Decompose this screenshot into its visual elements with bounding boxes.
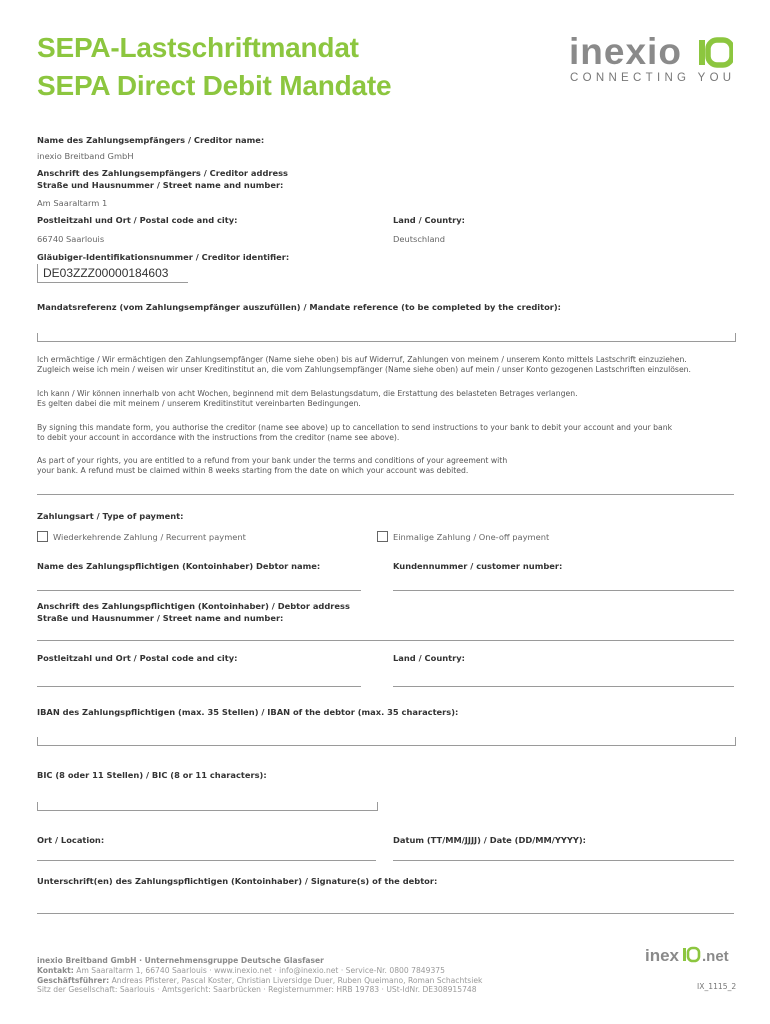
signature-label: Unterschrift(en) des Zahlungspflichtigen (Kontoinhaber) / Signature(s) of the debtor:	[37, 876, 438, 886]
recurrent-payment-checkbox[interactable]	[37, 531, 48, 542]
iban-label: IBAN des Zahlungspflichtigen (max. 35 Stellen) / IBAN of the debtor (max. 35 characters):	[37, 707, 459, 717]
location-input[interactable]	[37, 860, 376, 861]
paragraph-line: By signing this mandate form, you authorise the creditor (name see above) up to cancellation to send instructions to your bank to debit your account and your bank	[37, 423, 673, 432]
mandate-reference-input[interactable]	[37, 333, 736, 342]
creditor-id-value: DE03ZZZ00000184603	[43, 266, 169, 280]
footer-registry-line: Sitz der Gesellschaft: Saarlouis · Amtsgericht: Saarbrücken · Registernummer: HRB 19783 · USt-IdNr. DE308915748	[37, 985, 477, 995]
creditor-postal-value: 66740 Saarlouis	[37, 234, 105, 244]
footer-management-value: Andreas Pfisterer, Pascal Koster, Christian Liversidge Duer, Ruben Queimano, Roman Schachtsiek	[109, 975, 483, 985]
creditor-address-label: Anschrift des Zahlungsempfängers / Creditor address	[37, 168, 288, 178]
creditor-country-label: Land / Country:	[393, 215, 465, 225]
document-code: IX_1115_2	[697, 982, 737, 991]
paragraph-authorisation-de	[37, 355, 737, 376]
creditor-name-value: inexio Breitband GmbH	[37, 151, 134, 161]
bic-label: BIC (8 oder 11 Stellen) / BIC (8 or 11 characters):	[37, 770, 267, 780]
footer-company-info	[37, 956, 482, 995]
footer-contact-value: Am Saaraltarm 1, 66740 Saarlouis · www.inexio.net · info@inexio.net · Service-Nr. 0800 7849375	[73, 965, 445, 975]
customer-number-label: Kundennummer / customer number:	[393, 561, 563, 571]
oneoff-payment-label: Einmalige Zahlung / One-off payment	[393, 532, 550, 542]
footer-management-key: Geschäftsführer:	[37, 975, 110, 985]
date-label: Datum (TT/MM/JJJJ) / Date (DD/MM/YYYY):	[393, 835, 586, 845]
bic-input[interactable]	[37, 802, 378, 811]
paragraph-refund-de	[37, 389, 737, 410]
paragraph-line: your bank. A refund must be claimed within 8 weeks starting from the date on which your account was debited.	[37, 466, 469, 476]
customer-number-input[interactable]	[393, 590, 734, 591]
debtor-name-label: Name des Zahlungspflichtigen (Kontoinhaber) Debtor name:	[37, 561, 321, 571]
svg-text:.net: .net	[702, 948, 729, 965]
paragraph-line: Zugleich weise ich mein / weisen wir unser Kreditinstitut an, die vom Zahlungsempfänger (Name siehe oben) auf mein / unser Konto gezogenen Lastschriften einzulösen.	[37, 365, 691, 375]
inexio-net-logo-icon	[645, 943, 735, 967]
svg-text:inex: inex	[645, 946, 680, 965]
paragraph-line: As part of your rights, you are entitled to a refund from your bank under the terms and conditions of your agreement with	[37, 456, 508, 465]
section-divider	[37, 494, 734, 495]
debtor-postal-label: Postleitzahl und Ort / Postal code and city:	[37, 653, 238, 663]
paragraph-line: to debit your account in accordance with the instructions from the creditor (name see above).	[37, 433, 400, 443]
paragraph-line: Ich kann / Wir können innerhalb von acht Wochen, beginnend mit dem Belastungsdatum, die Erstattung des belasteten Betrages verlangen.	[37, 389, 578, 398]
debtor-country-label: Land / Country:	[393, 653, 465, 663]
paragraph-authorisation-en	[37, 423, 737, 444]
debtor-postal-input[interactable]	[37, 686, 361, 687]
payment-type-label: Zahlungsart / Type of payment:	[37, 511, 184, 521]
debtor-name-input[interactable]	[37, 590, 361, 591]
creditor-id-label: Gläubiger-Identifikationsnummer / Creditor identifier:	[37, 252, 290, 262]
debtor-street-label: Straße und Hausnummer / Street name and number:	[37, 613, 284, 623]
date-input[interactable]	[393, 860, 734, 861]
signature-input[interactable]	[37, 913, 734, 914]
creditor-country-value: Deutschland	[393, 234, 446, 244]
creditor-street-label: Straße und Hausnummer / Street name and number:	[37, 180, 284, 190]
oneoff-payment-checkbox[interactable]	[377, 531, 388, 542]
paragraph-line: Ich ermächtige / Wir ermächtigen den Zahlungsempfänger (Name siehe oben) bis auf Widerruf, Zahlungen von meinem / unserem Konto mittels Lastschrift einzuziehen.	[37, 355, 687, 364]
creditor-postal-label: Postleitzahl und Ort / Postal code and city:	[37, 215, 238, 225]
inexio-logo	[568, 33, 736, 88]
recurrent-payment-label: Wiederkehrende Zahlung / Recurrent payment	[53, 532, 246, 542]
debtor-street-input[interactable]	[37, 640, 734, 641]
debtor-address-label: Anschrift des Zahlungspflichtigen (Kontoinhaber) / Debtor address	[37, 601, 350, 611]
title-german: SEPA-Lastschriftmandat	[37, 32, 359, 63]
svg-text:inexio: inexio	[569, 33, 682, 72]
footer-company-line: inexio Breitband GmbH · Unternehmensgruppe Deutsche Glasfaser	[37, 956, 324, 965]
paragraph-refund-en	[37, 456, 737, 477]
paragraph-line: Es gelten dabei die mit meinem / unserem Kreditinstitut vereinbarten Bedingungen.	[37, 399, 361, 409]
iban-input[interactable]	[37, 737, 736, 746]
footer-logo	[645, 943, 735, 967]
location-label: Ort / Location:	[37, 835, 105, 845]
title-english: SEPA Direct Debit Mandate	[37, 70, 392, 101]
mandate-reference-label: Mandatsreferenz (vom Zahlungsempfänger auszufüllen) / Mandate reference (to be completed by the creditor):	[37, 302, 561, 312]
footer-contact-key: Kontakt:	[37, 965, 74, 975]
creditor-name-label: Name des Zahlungsempfängers / Creditor name:	[37, 135, 265, 145]
debtor-country-input[interactable]	[393, 686, 734, 687]
logo-tagline: CONNECTING YOU	[570, 72, 736, 84]
creditor-street-value: Am Saaraltarm 1	[37, 198, 108, 208]
